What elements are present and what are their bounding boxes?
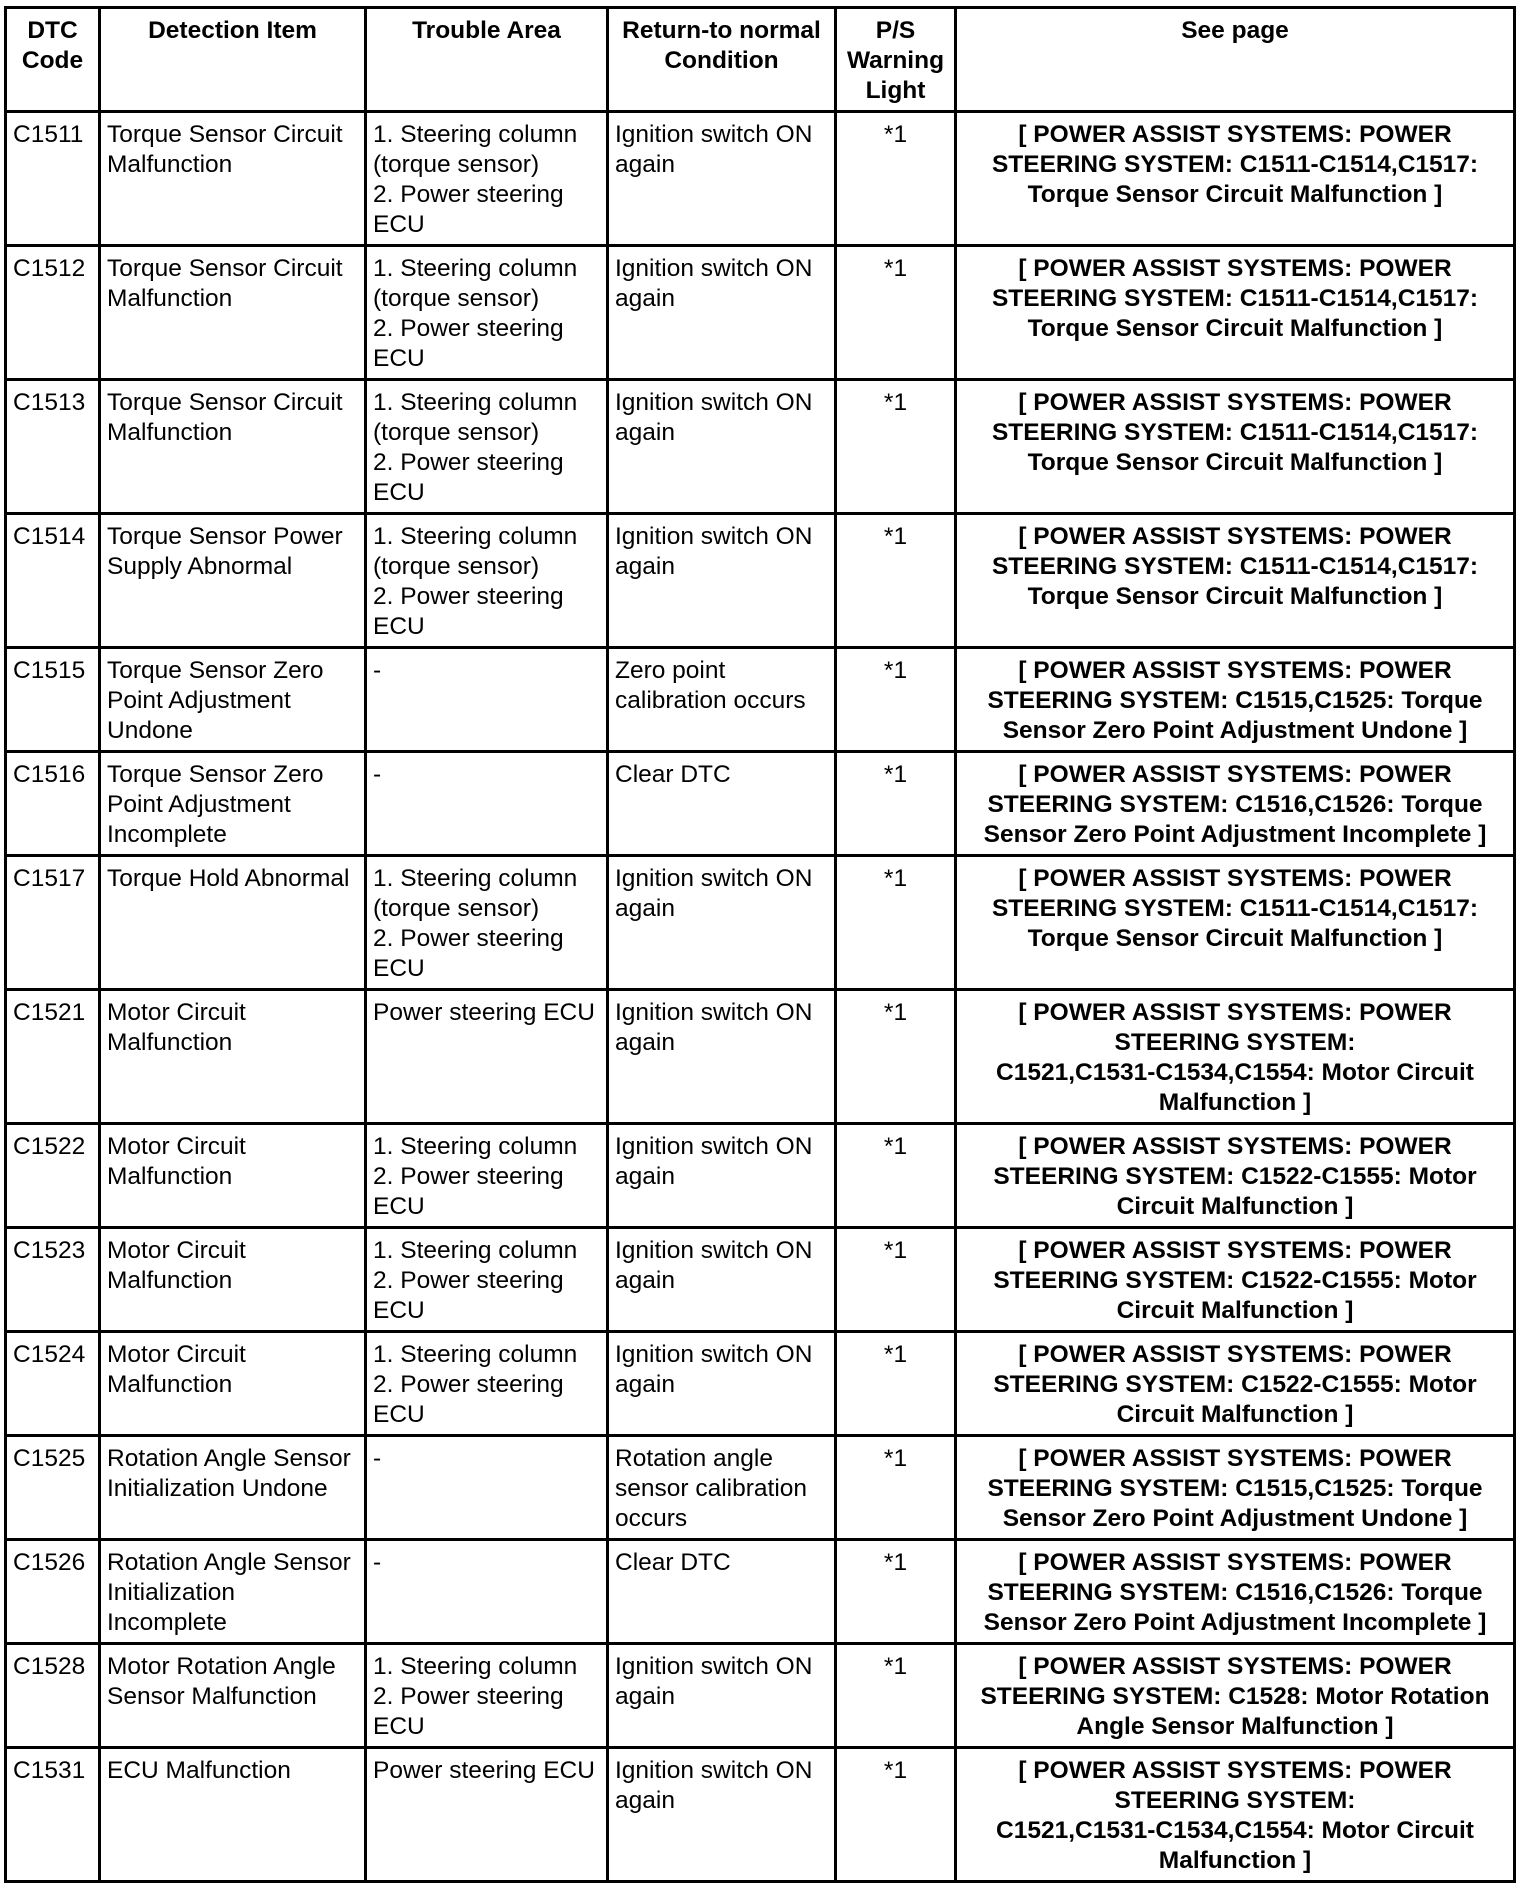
detection-item-cell: Torque Sensor Zero Point Adjustment Undone <box>100 648 366 752</box>
dtc-code-cell: C1512 <box>6 246 100 380</box>
dtc-code-cell: C1515 <box>6 648 100 752</box>
trouble-area-cell: 1. Steering column 2. Power steering ECU <box>366 1644 608 1748</box>
warning-light-cell: *1 <box>836 1540 956 1644</box>
dtc-code-cell: C1526 <box>6 1540 100 1644</box>
warning-light-cell: *1 <box>836 1644 956 1748</box>
detection-item-cell: Rotation Angle Sensor Initialization Incomplete <box>100 1540 366 1644</box>
trouble-area-cell: 1. Steering column 2. Power steering ECU <box>366 1124 608 1228</box>
table-row <box>6 1124 1515 1228</box>
dtc-code-cell: C1531 <box>6 1748 100 1882</box>
dtc-code-cell: C1523 <box>6 1228 100 1332</box>
detection-item-cell: Motor Circuit Malfunction <box>100 1332 366 1436</box>
warning-light-cell: *1 <box>836 990 956 1124</box>
dtc-code-cell: C1516 <box>6 752 100 856</box>
return-condition-cell: Ignition switch ON again <box>608 1124 836 1228</box>
table-header <box>6 8 1515 112</box>
trouble-area-cell: 1. Steering column 2. Power steering ECU <box>366 1228 608 1332</box>
header-return-condition: Return-to normal Condition <box>608 8 836 112</box>
see-page-cell: [ POWER ASSIST SYSTEMS: POWER STEERING SYSTEM: C1511-C1514,C1517: Torque Sensor Circuit Malfunction ] <box>956 112 1515 246</box>
header-detection-item: Detection Item <box>100 8 366 112</box>
return-condition-cell: Ignition switch ON again <box>608 990 836 1124</box>
warning-light-cell: *1 <box>836 1228 956 1332</box>
detection-item-cell: Rotation Angle Sensor Initialization Undone <box>100 1436 366 1540</box>
detection-item-cell: Torque Hold Abnormal <box>100 856 366 990</box>
trouble-area-cell: - <box>366 752 608 856</box>
see-page-cell: [ POWER ASSIST SYSTEMS: POWER STEERING SYSTEM: C1511-C1514,C1517: Torque Sensor Circuit Malfunction ] <box>956 514 1515 648</box>
table-row <box>6 112 1515 246</box>
detection-item-cell: Torque Sensor Zero Point Adjustment Incomplete <box>100 752 366 856</box>
detection-item-cell: Torque Sensor Power Supply Abnormal <box>100 514 366 648</box>
dtc-table-container <box>4 6 1516 1883</box>
trouble-area-cell: 1. Steering column (torque sensor) 2. Power steering ECU <box>366 856 608 990</box>
table-row <box>6 1748 1515 1882</box>
detection-item-cell: Motor Circuit Malfunction <box>100 1124 366 1228</box>
trouble-area-cell: 1. Steering column (torque sensor) 2. Power steering ECU <box>366 514 608 648</box>
see-page-cell: [ POWER ASSIST SYSTEMS: POWER STEERING SYSTEM: C1521,C1531-C1534,C1554: Motor Circuit Malfunction ] <box>956 990 1515 1124</box>
table-row <box>6 990 1515 1124</box>
dtc-table <box>4 6 1516 1883</box>
see-page-cell: [ POWER ASSIST SYSTEMS: POWER STEERING SYSTEM: C1511-C1514,C1517: Torque Sensor Circuit Malfunction ] <box>956 246 1515 380</box>
detection-item-cell: Torque Sensor Circuit Malfunction <box>100 380 366 514</box>
return-condition-cell: Ignition switch ON again <box>608 246 836 380</box>
table-row <box>6 856 1515 990</box>
return-condition-cell: Clear DTC <box>608 752 836 856</box>
see-page-cell: [ POWER ASSIST SYSTEMS: POWER STEERING SYSTEM: C1516,C1526: Torque Sensor Zero Point Adjustment Incomplete ] <box>956 1540 1515 1644</box>
dtc-code-cell: C1513 <box>6 380 100 514</box>
warning-light-cell: *1 <box>836 1124 956 1228</box>
header-row <box>6 8 1515 112</box>
dtc-code-cell: C1522 <box>6 1124 100 1228</box>
return-condition-cell: Ignition switch ON again <box>608 380 836 514</box>
warning-light-cell: *1 <box>836 112 956 246</box>
return-condition-cell: Ignition switch ON again <box>608 514 836 648</box>
warning-light-cell: *1 <box>836 1748 956 1882</box>
dtc-code-cell: C1528 <box>6 1644 100 1748</box>
warning-light-cell: *1 <box>836 514 956 648</box>
detection-item-cell: Motor Circuit Malfunction <box>100 990 366 1124</box>
trouble-area-cell: 1. Steering column (torque sensor) 2. Power steering ECU <box>366 380 608 514</box>
see-page-cell: [ POWER ASSIST SYSTEMS: POWER STEERING SYSTEM: C1515,C1525: Torque Sensor Zero Point Adjustment Undone ] <box>956 648 1515 752</box>
trouble-area-cell: - <box>366 1436 608 1540</box>
table-row <box>6 246 1515 380</box>
table-body <box>6 112 1515 1882</box>
table-row <box>6 648 1515 752</box>
dtc-code-cell: C1524 <box>6 1332 100 1436</box>
warning-light-cell: *1 <box>836 752 956 856</box>
detection-item-cell: Motor Circuit Malfunction <box>100 1228 366 1332</box>
table-row <box>6 1436 1515 1540</box>
see-page-cell: [ POWER ASSIST SYSTEMS: POWER STEERING SYSTEM: C1522-C1555: Motor Circuit Malfunction ] <box>956 1228 1515 1332</box>
warning-light-cell: *1 <box>836 246 956 380</box>
detection-item-cell: ECU Malfunction <box>100 1748 366 1882</box>
warning-light-cell: *1 <box>836 648 956 752</box>
return-condition-cell: Ignition switch ON again <box>608 1748 836 1882</box>
header-dtc-code: DTC Code <box>6 8 100 112</box>
see-page-cell: [ POWER ASSIST SYSTEMS: POWER STEERING SYSTEM: C1515,C1525: Torque Sensor Zero Point Adjustment Undone ] <box>956 1436 1515 1540</box>
warning-light-cell: *1 <box>836 380 956 514</box>
trouble-area-cell: 1. Steering column (torque sensor) 2. Power steering ECU <box>366 246 608 380</box>
dtc-code-cell: C1511 <box>6 112 100 246</box>
table-row <box>6 514 1515 648</box>
see-page-cell: [ POWER ASSIST SYSTEMS: POWER STEERING SYSTEM: C1521,C1531-C1534,C1554: Motor Circuit Malfunction ] <box>956 1748 1515 1882</box>
warning-light-cell: *1 <box>836 1332 956 1436</box>
detection-item-cell: Motor Rotation Angle Sensor Malfunction <box>100 1644 366 1748</box>
trouble-area-cell: Power steering ECU <box>366 990 608 1124</box>
see-page-cell: [ POWER ASSIST SYSTEMS: POWER STEERING SYSTEM: C1511-C1514,C1517: Torque Sensor Circuit Malfunction ] <box>956 380 1515 514</box>
return-condition-cell: Rotation angle sensor calibration occurs <box>608 1436 836 1540</box>
trouble-area-cell: - <box>366 1540 608 1644</box>
return-condition-cell: Ignition switch ON again <box>608 856 836 990</box>
return-condition-cell: Ignition switch ON again <box>608 1644 836 1748</box>
table-row <box>6 1332 1515 1436</box>
trouble-area-cell: Power steering ECU <box>366 1748 608 1882</box>
warning-light-cell: *1 <box>836 856 956 990</box>
return-condition-cell: Ignition switch ON again <box>608 1228 836 1332</box>
see-page-cell: [ POWER ASSIST SYSTEMS: POWER STEERING SYSTEM: C1522-C1555: Motor Circuit Malfunction ] <box>956 1124 1515 1228</box>
return-condition-cell: Zero point calibration occurs <box>608 648 836 752</box>
detection-item-cell: Torque Sensor Circuit Malfunction <box>100 112 366 246</box>
trouble-area-cell: 1. Steering column (torque sensor) 2. Power steering ECU <box>366 112 608 246</box>
see-page-cell: [ POWER ASSIST SYSTEMS: POWER STEERING SYSTEM: C1516,C1526: Torque Sensor Zero Point Adjustment Incomplete ] <box>956 752 1515 856</box>
table-row <box>6 752 1515 856</box>
header-warning-light: P/S Warning Light <box>836 8 956 112</box>
warning-light-cell: *1 <box>836 1436 956 1540</box>
detection-item-cell: Torque Sensor Circuit Malfunction <box>100 246 366 380</box>
dtc-code-cell: C1514 <box>6 514 100 648</box>
header-trouble-area: Trouble Area <box>366 8 608 112</box>
table-row <box>6 1228 1515 1332</box>
see-page-cell: [ POWER ASSIST SYSTEMS: POWER STEERING SYSTEM: C1528: Motor Rotation Angle Sensor Malfunction ] <box>956 1644 1515 1748</box>
see-page-cell: [ POWER ASSIST SYSTEMS: POWER STEERING SYSTEM: C1522-C1555: Motor Circuit Malfunction ] <box>956 1332 1515 1436</box>
return-condition-cell: Ignition switch ON again <box>608 1332 836 1436</box>
trouble-area-cell: - <box>366 648 608 752</box>
table-row <box>6 1540 1515 1644</box>
trouble-area-cell: 1. Steering column 2. Power steering ECU <box>366 1332 608 1436</box>
table-row <box>6 380 1515 514</box>
table-row <box>6 1644 1515 1748</box>
dtc-code-cell: C1521 <box>6 990 100 1124</box>
return-condition-cell: Ignition switch ON again <box>608 112 836 246</box>
header-see-page: See page <box>956 8 1515 112</box>
return-condition-cell: Clear DTC <box>608 1540 836 1644</box>
see-page-cell: [ POWER ASSIST SYSTEMS: POWER STEERING SYSTEM: C1511-C1514,C1517: Torque Sensor Circuit Malfunction ] <box>956 856 1515 990</box>
dtc-code-cell: C1525 <box>6 1436 100 1540</box>
dtc-code-cell: C1517 <box>6 856 100 990</box>
